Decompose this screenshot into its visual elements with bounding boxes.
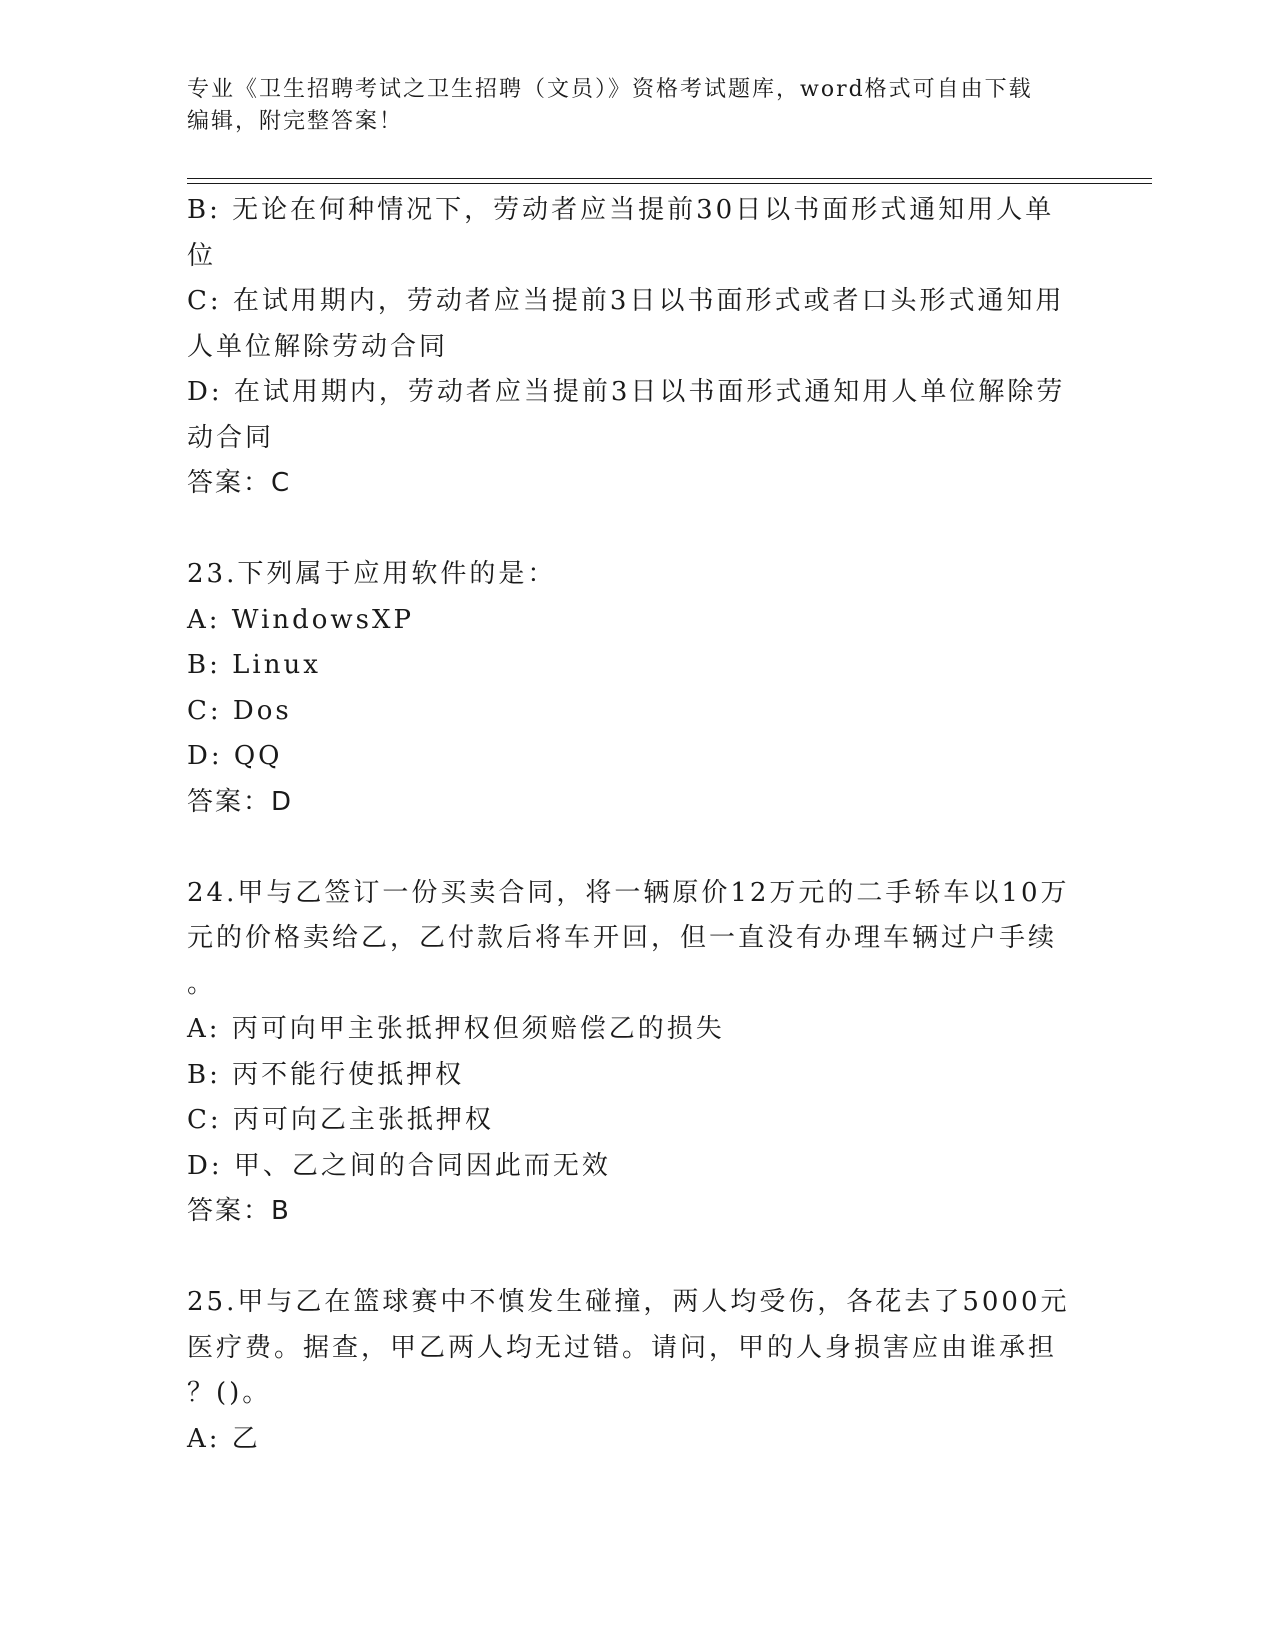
option-c-line-1: C: 在试用期内，劳动者应当提前3日以书面形式或者口头形式通知用 <box>187 286 1065 316</box>
question-24 <box>187 871 1087 1235</box>
question-stem-line-2: 医疗费。据查，甲乙两人均无过错。请问，甲的人身损害应由谁承担 <box>187 1332 1058 1363</box>
header-line-1: 专业《卫生招聘考试之卫生招聘（文员）》资格考试题库，word格式可自由下载 <box>187 77 1033 102</box>
question-25 <box>187 1280 1087 1462</box>
option-d-line-1: D: 在试用期内，劳动者应当提前3日以书面形式通知用人单位解除劳 <box>187 377 1066 407</box>
option-a: A: WindowsXP <box>187 604 415 635</box>
option-b-line-2: 位 <box>187 240 217 271</box>
spacer <box>187 1235 1087 1281</box>
question-stem-line-3: ？()。 <box>187 1378 272 1408</box>
option-b-line-1: B: 无论在何种情况下，劳动者应当提前30日以书面形式通知用人单 <box>187 195 1055 225</box>
document-body <box>187 188 1087 1462</box>
header-divider-top <box>187 178 1152 179</box>
option-d: D: QQ <box>187 741 283 771</box>
option-c: C: 丙可向乙主张抵押权 <box>187 1105 494 1135</box>
option-d-line-2: 动合同 <box>187 422 275 453</box>
option-b: B: Linux <box>187 650 321 680</box>
question-stem-line-3: 。 <box>187 968 217 999</box>
option-a: A: 乙 <box>187 1423 261 1454</box>
option-b: B: 丙不能行使抵押权 <box>187 1059 465 1090</box>
document-header <box>187 74 1087 138</box>
question-stem: 23.下列属于应用软件的是： <box>187 559 557 589</box>
spacer <box>187 507 1087 553</box>
spacer <box>187 825 1087 871</box>
question-22-continued <box>187 188 1087 507</box>
question-23 <box>187 552 1087 825</box>
question-stem-line-1: 24.甲与乙签订一份买卖合同，将一辆原价12万元的二手轿车以10万 <box>187 877 1070 908</box>
option-a: A: 丙可向甲主张抵押权但须赔偿乙的损失 <box>187 1014 725 1044</box>
option-d: D: 甲、乙之间的合同因此而无效 <box>187 1150 611 1181</box>
question-stem-line-1: 25.甲与乙在篮球赛中不慎发生碰撞，两人均受伤，各花去了5000元 <box>187 1287 1070 1317</box>
answer-line: 答案：B <box>187 1196 291 1226</box>
answer-line: 答案：D <box>187 786 294 817</box>
answer-line: 答案：C <box>187 468 292 498</box>
option-c: C: Dos <box>187 695 292 726</box>
option-c-line-2: 人单位解除劳动合同 <box>187 331 449 362</box>
question-stem-line-2: 元的价格卖给乙，乙付款后将车开回，但一直没有办理车辆过户手续 <box>187 923 1058 953</box>
header-divider-bottom <box>187 183 1152 184</box>
header-line-2: 编辑，附完整答案！ <box>187 109 404 134</box>
